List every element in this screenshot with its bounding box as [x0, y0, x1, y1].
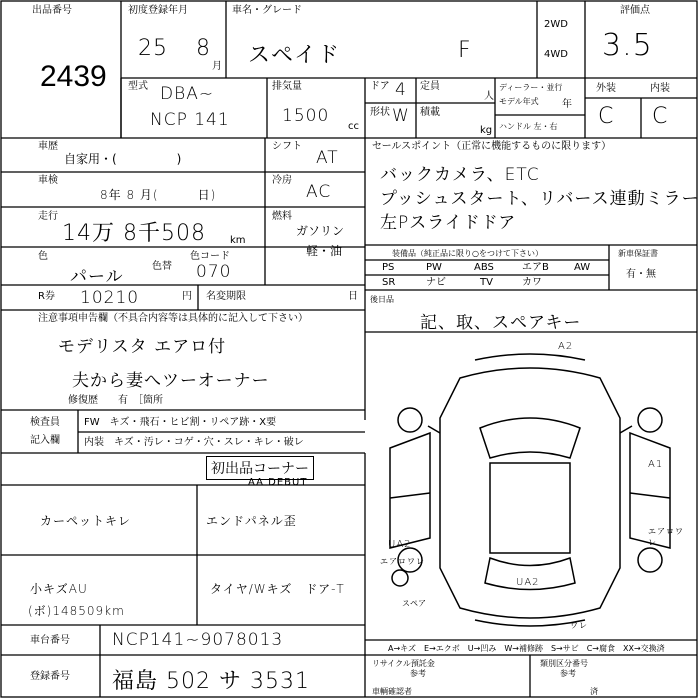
equipment-navi: ナビ: [426, 277, 446, 288]
equipment-abs: ABS: [474, 262, 494, 273]
day-unit: 日: [348, 291, 358, 302]
note-panel: エンドパネル歪: [206, 514, 297, 528]
mark-crack-bottom: ワレ: [570, 621, 588, 630]
mark-aero-crack-left: エアロワレ: [380, 557, 425, 566]
first-corner-stamp: 初出品コーナー: [206, 456, 314, 480]
sales-points-label: セールスポイント（正常に機能するものに限ります）: [372, 141, 612, 152]
r-ken-value: 10210: [80, 288, 140, 308]
car-condition-diagram: [370, 338, 690, 636]
equipment-tv: TV: [480, 277, 493, 288]
r-ken-label: R券: [38, 291, 55, 302]
inspector-id-label: 車輌確認者: [372, 687, 412, 696]
grade: F: [458, 38, 472, 63]
inspection-label: 車検: [38, 175, 58, 186]
aircon-value: AC: [306, 182, 332, 202]
note-odometer: (ボ)148509km: [28, 604, 125, 618]
shift-value: AT: [316, 148, 339, 168]
doors-value: 4: [395, 80, 407, 100]
capacity-label: 定員: [420, 81, 440, 92]
interior-grade: C: [652, 104, 669, 129]
handle-label: ハンドル 左・右: [499, 122, 558, 131]
repair-history: 修復歴 有 ［箇所: [68, 395, 163, 406]
color-change-label: 色替: [152, 261, 172, 272]
model-year-unit: 年: [562, 99, 572, 110]
chassis-number-label: 車台番号: [30, 635, 70, 646]
exterior-label: 外装: [596, 83, 616, 94]
car-name: スペイド: [248, 43, 341, 68]
registration-number: 福島 502 サ 3531: [112, 669, 310, 694]
registration-month: 8: [196, 36, 211, 61]
shape-label: 形状: [370, 107, 390, 118]
notes-line-1: モデリスタ エアロ付: [58, 337, 227, 357]
equipment-airbag: エアB: [522, 262, 549, 273]
later-install-value: 記、取、スペアキー: [420, 313, 582, 333]
color-code-label: 色コード: [190, 251, 230, 262]
ok-label: 済: [590, 687, 598, 696]
shift-label: シフト: [272, 141, 302, 152]
fuel-value: ガソリン: [296, 224, 345, 238]
aa-debut-label: AA DEBUT: [248, 477, 308, 488]
warranty-label: 新車保証書: [618, 249, 658, 258]
mileage-label: 走行: [38, 211, 58, 222]
dealer-parallel-label: ディーラー・並行: [499, 83, 563, 92]
shape-value: W: [392, 106, 410, 126]
history-label: 車歴: [38, 141, 58, 152]
equipment-sr: SR: [382, 277, 396, 288]
equipment-aw: AW: [574, 262, 591, 273]
load-label: 積載: [420, 107, 440, 118]
lot-number-label: 出品番号: [32, 5, 72, 16]
interior-row: 内装 キズ・汚レ・コゲ・穴・スレ・キレ・破レ: [84, 437, 304, 448]
recycle-fee-label: リサイクル預託金: [372, 659, 435, 668]
damage-legend: A→キズ E→エクボ U→凹み W→補修跡 S→サビ C→腐食 XX→交換済: [388, 644, 665, 653]
note-carpet: カーペットキレ: [40, 514, 131, 528]
notes-line-2: 夫から妻へツーオーナー: [72, 371, 270, 391]
note-small-scratch: 小キズAU: [30, 582, 88, 596]
name-change-label: 名変期限: [206, 291, 246, 302]
car-name-grade-label: 車名・グレード: [232, 5, 302, 16]
later-install-label: 後日品: [370, 295, 394, 304]
model-prefix: DBA~: [160, 84, 215, 104]
mark-a2: A2: [558, 341, 574, 352]
capacity-unit: 人: [484, 91, 494, 102]
drive-4wd-label: 4WD: [544, 49, 568, 60]
sales-line-1: バックカメラ、ETC: [380, 165, 540, 185]
sales-line-3: 左Pスライドドア: [380, 213, 517, 233]
equipment-label: 装備品（純正品に限り○をつけて下さい）: [392, 249, 543, 258]
equipment-ps: PS: [382, 262, 395, 273]
recycle-ref-label: 参考: [410, 669, 426, 678]
history-value: 自家用・( ): [64, 152, 182, 166]
color-value: パール: [70, 267, 124, 287]
displacement-value: 1500: [282, 106, 330, 126]
mileage-unit: km: [230, 235, 246, 246]
model-code: NCP 141: [150, 110, 230, 130]
doors-label: ドア: [370, 81, 390, 92]
color-label: 色: [38, 251, 48, 262]
mark-a1: A1: [648, 459, 664, 470]
color-code-value: 070: [196, 262, 232, 282]
displacement-unit: cc: [348, 121, 359, 132]
entry-label: 記入欄: [30, 435, 60, 446]
warranty-options: 有・無: [626, 269, 656, 280]
notes-label: 注意事項申告欄（不具合内容等は具体的に記入して下さい）: [38, 313, 308, 324]
displacement-label: 排気量: [272, 81, 302, 92]
mileage-value: 14万 8千508: [62, 221, 206, 246]
mark-ua2-left: UA2: [388, 539, 412, 550]
equipment-pw: PW: [426, 262, 442, 273]
fuel-other: 軽・油: [306, 244, 343, 258]
first-registration-label: 初度登録年月: [128, 5, 188, 16]
registration-month-unit: 月: [212, 61, 222, 72]
load-unit: kg: [480, 125, 493, 136]
chassis-number: NCP141~9078013: [112, 630, 284, 650]
yen-unit: 円: [182, 291, 192, 302]
interior-label: 内装: [650, 83, 670, 94]
equipment-leather: カワ: [522, 277, 542, 288]
fw-row: FW キズ・飛石・ヒビ割・リペア跡・X要: [84, 417, 277, 428]
score-value: 3.5: [602, 28, 653, 63]
score-label: 評価点: [620, 5, 650, 16]
category-label: 類別区分番号: [540, 659, 588, 668]
model-year-label: モデル年式: [499, 97, 539, 106]
lot-number: 2439: [40, 60, 107, 93]
category-ref-label: 参考: [560, 669, 576, 678]
drive-2wd-label: 2WD: [544, 19, 568, 30]
aircon-label: 冷房: [272, 175, 292, 186]
inspection-value: 8年 8 月( 日): [100, 188, 217, 202]
mark-spare: スペア: [402, 599, 426, 608]
inspector-label: 検査員: [30, 417, 60, 428]
mark-aero-crack-right: エアロワレ: [648, 527, 684, 547]
mark-ua2-rear: UA2: [516, 577, 540, 588]
note-tire: タイヤ/Wキズ ドア-T: [210, 582, 345, 596]
exterior-grade: C: [598, 104, 615, 129]
fuel-label: 燃料: [272, 211, 292, 222]
model-label: 型式: [128, 81, 148, 92]
registration-year: 25: [138, 36, 168, 61]
sales-line-2: プッシュスタート、リバース連動ミラー: [380, 189, 700, 209]
registration-number-label: 登録番号: [30, 671, 70, 682]
